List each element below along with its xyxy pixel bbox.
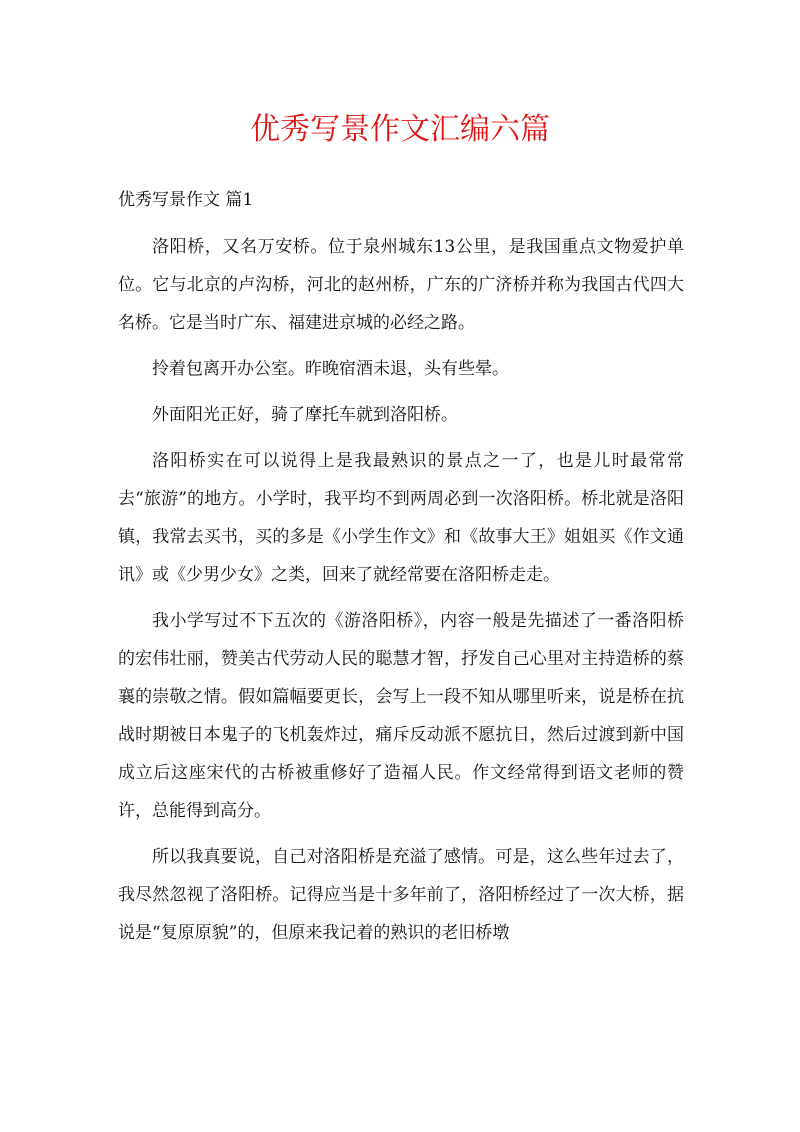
paragraph-6: 所以我真要说，自己对洛阳桥是充溢了感情。可是，这么些年过去了，我尽然忽视了洛阳桥。记得应当是十多年前了，洛阳桥经过了一次大桥，据说是“复原原貌”的，但原来我记着的熟识的老旧桥墩 [118, 847, 684, 943]
section-heading: 优秀写景作文 篇1 [118, 190, 254, 210]
paragraph-1: 洛阳桥，又名万安桥。位于泉州城东13公里，是我国重点文物爱护单位。它与北京的卢沟桥，河北的赵州桥，广东的广济桥并称为我国古代四大名桥。它是当时广东、福建进京城的必经之路。 [118, 237, 684, 333]
document-body [118, 228, 684, 960]
paragraph-4: 洛阳桥实在可以说得上是我最熟识的景点之一了，也是儿时最常常去“旅游”的地方。小学时，我平均不到两周必到一次洛阳桥。桥北就是洛阳镇，我常去买书，买的多是《小学生作文》和《故事大王》姐姐买《作文通讯》或《少男少女》之类，回来了就经常要在洛阳桥走走。 [118, 451, 684, 585]
paragraph-5: 我小学写过不下五次的《游洛阳桥》，内容一般是先描述了一番洛阳桥的宏伟壮丽，赞美古代劳动人民的聪慧才智，抒发自己心里对主持造桥的蔡襄的崇敬之情。假如篇幅要更长，会写上一段不知从哪里听来，说是桥在抗战时期被日本鬼子的飞机轰炸过，痛斥反动派不愿抗日，然后过渡到新中国成立后这座宋代的古桥被重修好了造福人民。作文经常得到语文老师的赞许，总能得到高分。 [118, 611, 684, 821]
paragraph-2: 拎着包离开办公室。昨晚宿酒未退，头有些晕。 [152, 359, 509, 379]
paragraph-3: 外面阳光正好，骑了摩托车就到洛阳桥。 [152, 405, 458, 425]
document-title: 优秀写景作文汇编六篇 [250, 112, 550, 147]
